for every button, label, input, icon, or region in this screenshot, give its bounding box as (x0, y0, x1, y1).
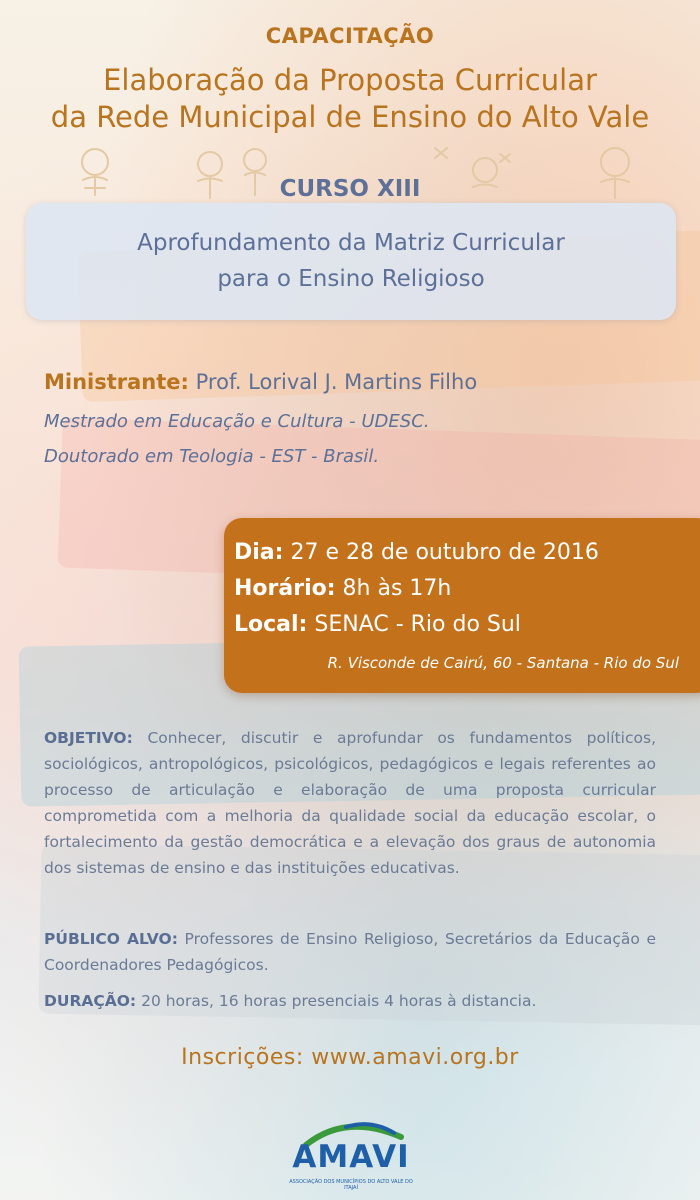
place-label: Local: (234, 612, 308, 637)
objective-label: OBJETIVO: (44, 729, 133, 747)
course-number: CURSO XIII (279, 176, 421, 202)
event-place (234, 612, 521, 637)
subject-line: Aprofundamento da Matriz Curricular (137, 230, 565, 256)
course-subject (26, 225, 676, 297)
logo-name: AMAVI (292, 1139, 410, 1175)
instructor (44, 370, 477, 394)
instructor-credential: Mestrado em Educação e Cultura - UDESC. (44, 411, 430, 432)
duration-text: 20 horas, 16 horas presenciais 4 horas à distancia. (141, 992, 537, 1010)
objective-paragraph (44, 725, 656, 881)
title-line: Elaboração da Proposta Curricular (103, 63, 597, 97)
amavi-logo (286, 1117, 416, 1192)
audience-paragraph (44, 926, 656, 978)
place-value: SENAC - Rio do Sul (314, 612, 521, 637)
audience-text: Professores de Ensino Religioso, Secretários da Educação e Coordenadores Pedagógicos. (44, 930, 656, 974)
subject-line: para o Ensino Religioso (217, 266, 485, 292)
event-info-box (224, 518, 700, 693)
course-subject-box (26, 203, 676, 320)
kicker: CAPACITAÇÃO (265, 24, 435, 48)
event-date (234, 540, 599, 565)
duration-label: DURAÇÃO: (44, 992, 137, 1010)
time-label: Horário: (234, 576, 336, 601)
objective-text: Conhecer, discutir e aprofundar os fundamentos políticos, sociológicos, antropológicos, psicológicos, pedagógicos e legais referentes ao processo de articulação e elaboração de uma proposta curricular comprometida com a melhoria da qualidade social da educação escolar, o fortalecimento da gestão democrática e a elevação dos graus de autonomia dos sistemas de ensino e das instituições educativas. (44, 729, 656, 877)
instructor-credential: Doutorado em Teologia - EST - Brasil. (44, 446, 380, 467)
title-line: da Rede Municipal de Ensino do Alto Vale (50, 100, 650, 134)
event-address: R. Visconde de Cairú, 60 - Santana - Rio do Sul (327, 654, 679, 672)
date-label: Dia: (234, 540, 284, 565)
duration-paragraph (44, 988, 656, 1014)
time-value: 8h às 17h (342, 576, 452, 601)
signup-link[interactable]: Inscrições: www.amavi.org.br (181, 1045, 519, 1070)
page-title (0, 62, 700, 136)
logo-tagline: ASSOCIAÇÃO DOS MUNICÍPIOS DO ALTO VALE DO ITAJAÍ (289, 1179, 413, 1191)
date-value: 27 e 28 de outubro de 2016 (290, 540, 599, 565)
instructor-name: Prof. Lorival J. Martins Filho (195, 370, 478, 394)
event-time (234, 576, 451, 601)
audience-label: PÚBLICO ALVO: (44, 930, 178, 948)
instructor-label: Ministrante: (44, 370, 189, 394)
